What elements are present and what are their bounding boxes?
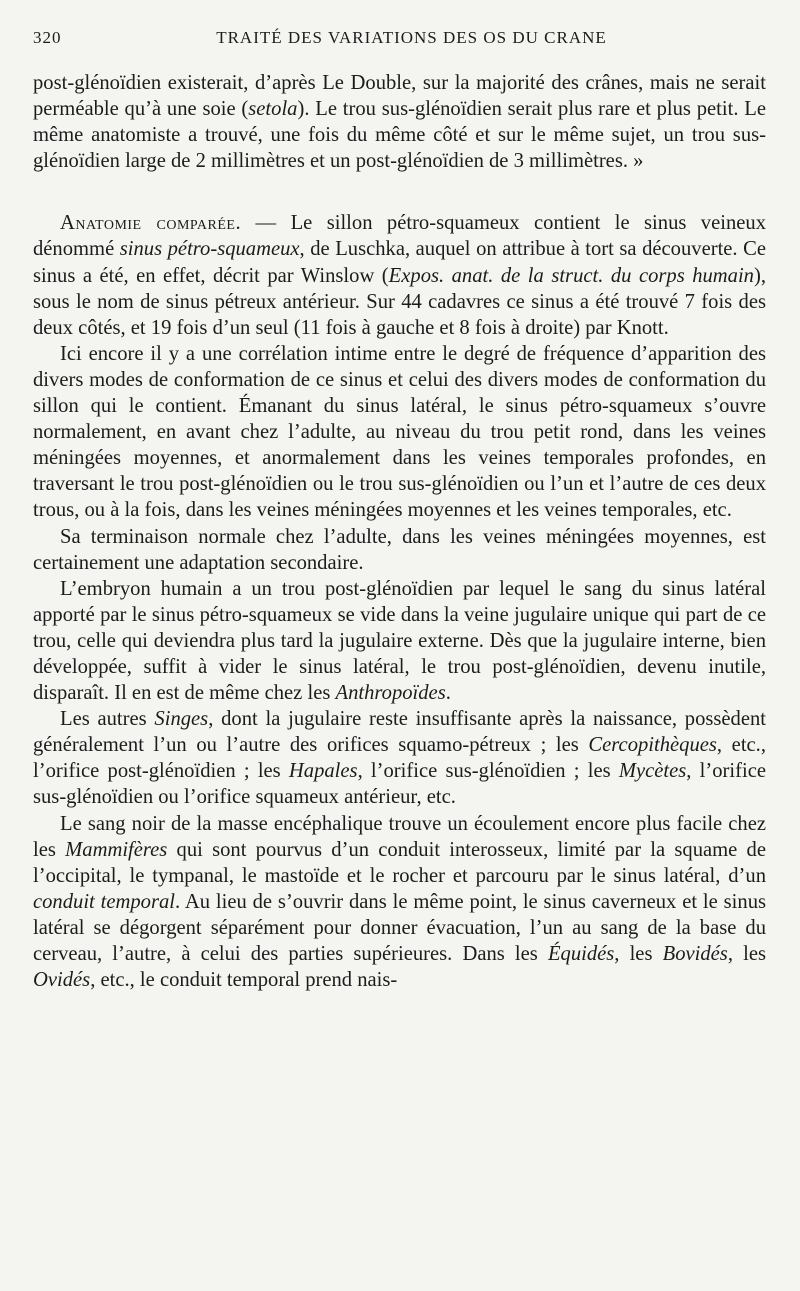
italic-term: Hapales — [288, 760, 358, 783]
text-run: — Le sillon pétro-squameux contient le sinus veineux dénommé — [33, 212, 767, 261]
text-run: , l’orifice sus-glénoïdien ; les — [357, 760, 619, 783]
text-run: , etc., l’orifice post-glénoïdien ; les — [33, 734, 766, 783]
paragraph — [33, 576, 766, 706]
text-run: Le sang noir de la masse encéphalique trouve un écoulement encore plus facile chez les — [33, 812, 766, 861]
text-run: qui sont pourvus d’un conduit interosseux, limité par la squame de l’occipital, le tympanal, le mastoïde et le rocher et parcouru par le sinus latéral, d’un — [33, 838, 766, 887]
italic-term: sinus pétro-squameux — [119, 238, 300, 261]
italic-term: Ovidés — [33, 969, 91, 992]
text-run: post-glénoïdien existerait, d’après Le Double, sur la majorité des crânes, mais ne serait perméable qu’à une soie ( — [33, 72, 766, 121]
text-run: , etc., le conduit temporal prend nais- — [90, 969, 398, 992]
section-heading: Anatomie comparée. — [60, 212, 242, 235]
paragraph — [33, 706, 766, 810]
text-run: Ici encore il y a une corrélation intime entre le degré de fréquence d’apparition des divers modes de conformation de ce sinus et celui des divers modes de conformation du sillon qui le contient. Émanant du sinus latéral, le sinus pétro-squameux s’ouvre normalement, en avant chez l’adulte, au niveau du trou petit rond, dans les veines méningées moyennes, et anormalement dans les veines temporales profondes, en traversant le trou post-glénoïdien ou le trou sus-glénoïdien ou l’un et l’autre de ces deux trous, ou à la fois, dans les veines méningées moyennes et les veines temporales, etc. — [33, 342, 766, 522]
text-run: Sa terminaison normale chez l’adulte, dans les veines méningées moyennes, est certainement une adaptation secondaire. — [33, 525, 766, 574]
paragraph — [33, 524, 766, 576]
italic-term: Bovidés — [662, 943, 728, 965]
italic-term: conduit temporal — [33, 890, 175, 913]
text-run: L’embryon humain a un trou post-glénoïdien par lequel le sang du sinus latéral apporté par le sinus pétro-squameux se vide dans la veine jugulaire unique qui part de ce trou, celle qui deviendra plus tard la jugulaire externe. Dès que la jugulaire interne, bien développée, suffit à vider le sinus latéral, le trou post-glénoïdien, devenu inutile, disparaît. Il en est de même chez les — [33, 577, 766, 705]
italic-term: setola — [248, 98, 298, 121]
italic-term: Cercopithèques — [588, 734, 717, 757]
italic-term: Singes — [154, 708, 209, 731]
text-run: , les — [727, 943, 766, 965]
section-paragraph — [33, 210, 766, 340]
italic-term: Anthropoïdes — [335, 682, 446, 705]
paragraph — [33, 811, 766, 994]
text-run: . Au lieu de s’ouvrir dans le même point, le sinus caverneux et le sinus latéral se dégorgent séparément pour donner évacuation, l’un au sang de la base du cerveau, l’autre, à celui des parties supérieures. Dans les — [33, 890, 767, 965]
italic-term: Mycètes — [618, 760, 687, 783]
running-title: TRAITÉ DES VARIATIONS DES OS DU CRANE — [216, 28, 607, 47]
italic-term: Expos. anat. de la struct. du corps humain — [388, 264, 754, 287]
italic-term: Mammifères — [65, 838, 168, 861]
italic-term: Équidés — [547, 943, 615, 965]
text-run: Les autres — [60, 708, 155, 731]
text-run: , les — [614, 943, 663, 965]
page-number: 320 — [33, 28, 62, 47]
text-run: , de Luschka, auquel on attribue à tort sa découverte. Ce sinus a été, en effet, décrit par Winslow ( — [33, 238, 766, 287]
paragraph — [33, 70, 766, 174]
text-run: . — [445, 682, 451, 705]
body-text — [33, 70, 766, 993]
text-run: , l’orifice sus-glénoïdien ou l’orifice squameux antérieur, etc. — [33, 760, 766, 809]
text-run: ), sous le nom de sinus pétreux antérieur. Sur 44 cadavres ce sinus a été trouvé 7 fois des deux côtés, et 19 fois d’un seul (11 fois à gauche et 8 fois à droite) par Knott. — [33, 264, 766, 339]
text-run: ). Le trou sus-glénoïdien serait plus rare et plus petit. Le même anatomiste a trouvé, une fois du même côté et sur le même sujet, un trou sus-glénoïdien large de 2 millimètres et un post-glénoïdien de 3 millimètres. » — [33, 98, 766, 173]
paragraph — [33, 341, 766, 524]
text-run: , dont la jugulaire reste insuffisante après la naissance, possèdent généralement l’un ou l’autre des orifices squamo-pétreux ; les — [33, 708, 766, 757]
